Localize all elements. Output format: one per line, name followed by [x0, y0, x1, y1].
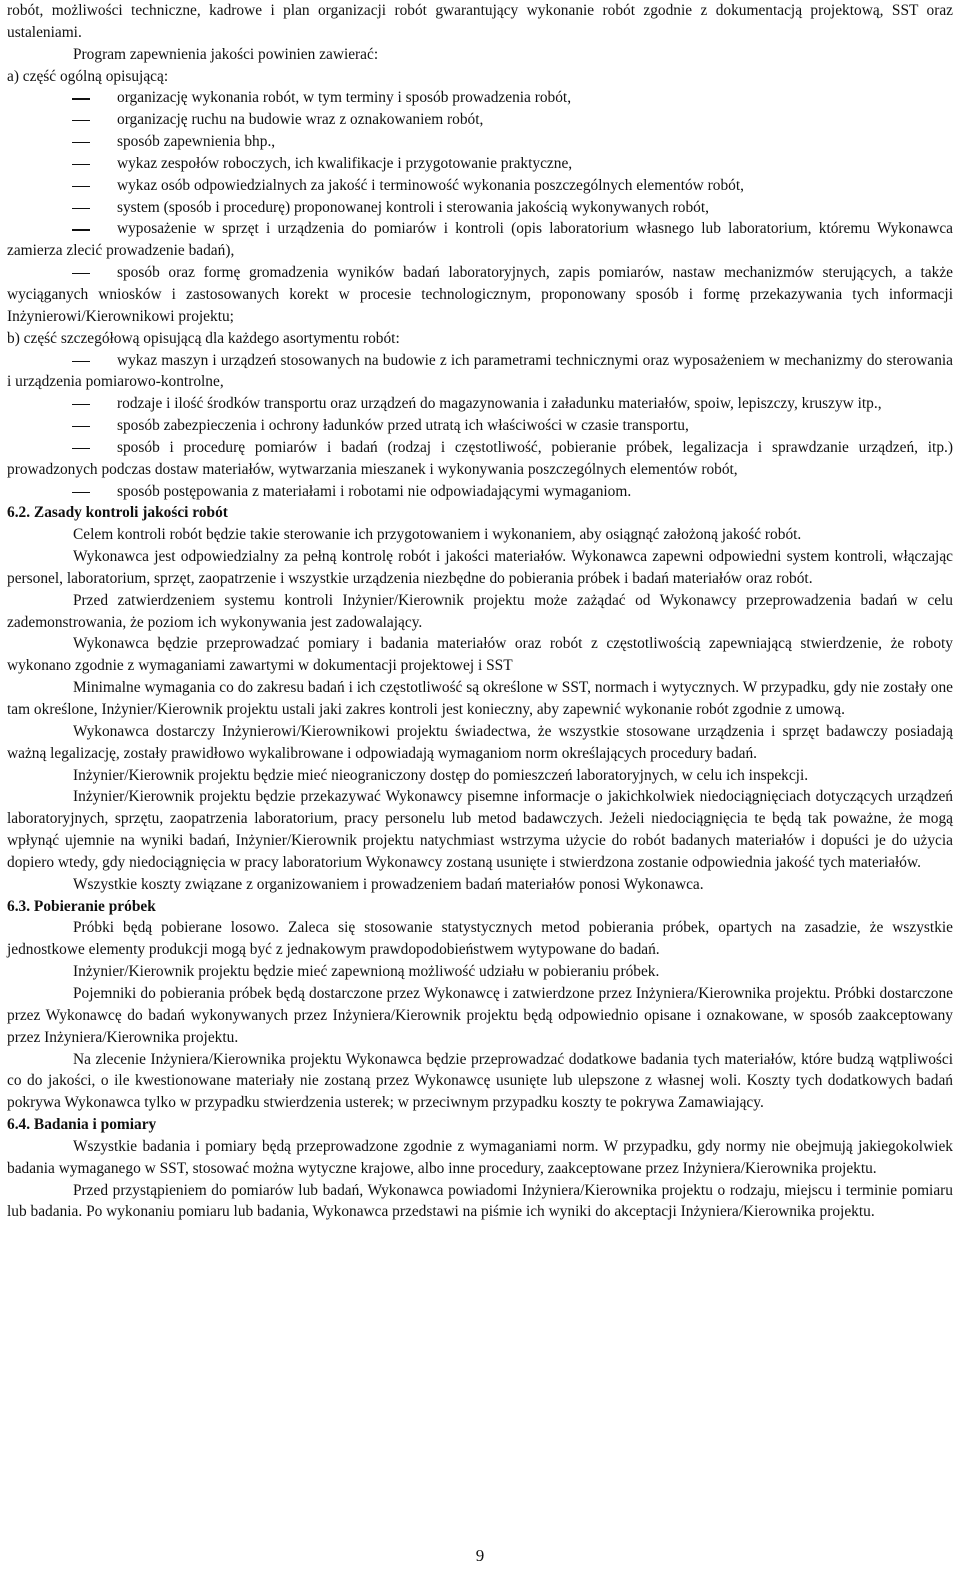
- list-item: wykaz zespołów roboczych, ich kwalifikacje i przygotowanie praktyczne,: [7, 153, 953, 175]
- list-item: sposób zabezpieczenia i ochrony ładunków przed utratą ich właściwości w czasie transportu,: [7, 415, 953, 437]
- document-page: [7, 0, 953, 1223]
- general-list: [7, 87, 953, 327]
- list-item: sposób oraz formę gromadzenia wyników badań laboratoryjnych, zapis pomiarów, nastaw mechanizmów sterujących, a także wyciąganych wniosków i zastosowanych korekt w procesie technologicznym, proponowany sposób i formę przekazywania tych informacji Inżynierowi/Kierownikowi projektu;: [7, 262, 953, 328]
- list-item: wykaz maszyn i urządzeń stosowanych na budowie z ich parametrami technicznymi oraz wyposażeniem w mechanizmy do sterowania i urządzenia pomiarowo-kontrolne,: [7, 350, 953, 394]
- paragraph: Pojemniki do pobierania próbek będą dostarczone przez Wykonawcę i zatwierdzone przez Inżyniera/Kierownika projektu. Próbki dostarczone przez Wykonawcę do badań wykonywanych przez Inżyniera/Kierownik projektu będą odpowiednio opisane i oznakowane, w sposób zaakceptowany przez Inżyniera/Kierownika projektu.: [7, 984, 953, 1046]
- paragraph: Wszystkie badania i pomiary będą przeprowadzone zgodnie z wymaganiami norm. W przypadku, gdy normy nie obejmują jakiegokolwiek badania wymaganego w SST, stosować można wytyczne krajowe, albo inne procedury, zaakceptowane przez Inżyniera/Kierownika projektu.: [7, 1137, 953, 1177]
- list-item: sposób i procedurę pomiarów i badań (rodzaj i częstotliwość, pobieranie próbek, legalizacja i sprawdzanie urządzeń, itp.) prowadzonych podczas dostaw materiałów, wytwarzania mieszanek i wykonywania poszczególnych elementów robót,: [7, 437, 953, 481]
- part-a-label: a) część ogólną opisującą:: [7, 67, 169, 85]
- paragraph: Przed zatwierdzeniem systemu kontroli Inżynier/Kierownik projektu może zażądać od Wykonawcy przeprowadzenia badań w celu zademonstrowania, że poziom ich wykonywania jest zadowalający.: [7, 591, 953, 631]
- page-number: 9: [475, 1546, 485, 1565]
- section-heading-6-4: 6.4. Badania i pomiary: [7, 1116, 157, 1134]
- list-item: organizację ruchu na budowie wraz z oznakowaniem robót,: [7, 109, 953, 131]
- section-heading-6-3: 6.3. Pobieranie próbek: [7, 897, 156, 915]
- list-item: system (sposób i procedurę) proponowanej kontroli i sterowania jakością wykonywanych robót,: [7, 197, 953, 219]
- detail-list: [7, 350, 953, 503]
- list-item: wykaz osób odpowiedzialnych za jakość i terminowość wykonania poszczególnych elementów robót,: [7, 175, 953, 197]
- paragraph: Przed przystąpieniem do pomiarów lub badań, Wykonawca powiadomi Inżyniera/Kierownika projektu o rodzaju, miejscu i terminie pomiaru lub badania. Po wykonaniu pomiaru lub badania, Wykonawca przedstawi na piśmie ich wyniki do akceptacji Inżyniera/Kierownika projektu.: [7, 1181, 953, 1221]
- paragraph-intro: robót, możliwości techniczne, kadrowe i plan organizacji robót gwarantujący wykonanie robót zgodnie z dokumentacją projektową, SST oraz ustaleniami.: [7, 2, 953, 41]
- list-item: sposób postępowania z materiałami i robotami nie odpowiadającymi wymaganiom.: [7, 481, 953, 503]
- paragraph: Inżynier/Kierownik projektu będzie mieć nieograniczony dostęp do pomieszczeń laboratoryjnych, w celu ich inspekcji.: [73, 766, 809, 784]
- paragraph: Wszystkie koszty związane z organizowaniem i prowadzeniem badań materiałów ponosi Wykonawca.: [73, 875, 704, 893]
- list-item: organizację wykonania robót, w tym terminy i sposób prowadzenia robót,: [7, 87, 953, 109]
- paragraph: Minimalne wymagania co do zakresu badań i ich częstotliwość są określone w SST, normach i wytycznych. W przypadku, gdy nie zostały one tam określone, Inżynier/Kierownik projektu ustali jaki zakres kontroli jest konieczny, aby zapewnić wykonanie robót zgodnie z umową.: [7, 679, 953, 718]
- paragraph: Inżynier/Kierownik projektu będzie przekazywać Wykonawcy pisemne informacje o jakichkolwiek niedociągnięciach dotyczących urządzeń laboratoryjnych, sprzętu, zaopatrzenia laboratorium, pracy personelu lub metod badawczych. Jeżeli niedociągnięcia te będą tak poważne, że mogą wpłynąć ujemnie na wyniki badań, Inżynier/Kierownik projektu natychmiast wstrzyma użycie do robót badanych materiałów i dopuści je do użycia dopiero wtedy, gdy niedociągnięcia w pracy laboratorium Wykonawcy zostaną usunięte i stwierdzona zostanie odpowiednia jakość tych materiałów.: [7, 788, 953, 871]
- paragraph: Inżynier/Kierownik projektu będzie mieć zapewnioną możliwość udziału w pobieraniu próbek.: [73, 963, 660, 981]
- paragraph: Próbki będą pobierane losowo. Zaleca się stosowanie statystycznych metod pobierania próbek, opartych na zasadzie, że wszystkie jednostkowe elementy produkcji mogą być z jednakowym prawdopodobieństwem wytypowane do badań.: [7, 919, 953, 959]
- list-item: wyposażenie w sprzęt i urządzenia do pomiarów i kontroli (opis laboratorium własnego lub laboratorium, któremu Wykonawca zamierza zlecić prowadzenie badań),: [7, 218, 953, 262]
- paragraph: Wykonawca jest odpowiedzialny za pełną kontrolę robót i jakości materiałów. Wykonawca zapewni odpowiedni system kontroli, włączając personel, laboratorium, sprzęt, zaopatrzenie i wszystkie urządzenia niezbędne do pobierania próbek i badań materiałów oraz robót.: [7, 548, 953, 587]
- paragraph-program: Program zapewnienia jakości powinien zawierać:: [73, 45, 379, 63]
- part-b-label: b) część szczegółową opisującą dla każdego asortymentu robót:: [7, 329, 400, 347]
- section-heading-6-2: 6.2. Zasady kontroli jakości robót: [7, 504, 228, 522]
- paragraph: Na zlecenie Inżyniera/Kierownika projektu Wykonawca będzie przeprowadzać dodatkowe badania tych materiałów, które budzą wątpliwości co do jakości, o ile kwestionowane materiały nie zostaną przez Wykonawcę usunięte lub ulepszone z własnej woli. Koszty tych dodatkowych badań pokrywa Wykonawca tylko w przypadku stwierdzenia usterek; w przeciwnym przypadku koszty te pokrywa Zamawiający.: [7, 1050, 953, 1112]
- paragraph: Wykonawca będzie przeprowadzać pomiary i badania materiałów oraz robót z częstotliwością zapewniającą stwierdzenie, że roboty wykonano zgodnie z wymaganiami zawartymi w dokumentacji projektowej i SST: [7, 635, 953, 675]
- paragraph: Celem kontroli robót będzie takie sterowanie ich przygotowaniem i wykonaniem, aby osiągnąć założoną jakość robót.: [73, 526, 802, 544]
- list-item: sposób zapewnienia bhp.,: [7, 131, 953, 153]
- paragraph: Wykonawca dostarczy Inżynierowi/Kierownikowi projektu świadectwa, że wszystkie stosowane urządzenia i sprzęt badawczy posiadają ważną legalizację, zostały prawidłowo wykalibrowane i odpowiadają wymaganiom norm określających procedury badań.: [7, 722, 953, 762]
- list-item: rodzaje i ilość środków transportu oraz urządzeń do magazynowania i załadunku materiałów, spoiw, lepiszczy, kruszyw itp.,: [7, 393, 953, 415]
